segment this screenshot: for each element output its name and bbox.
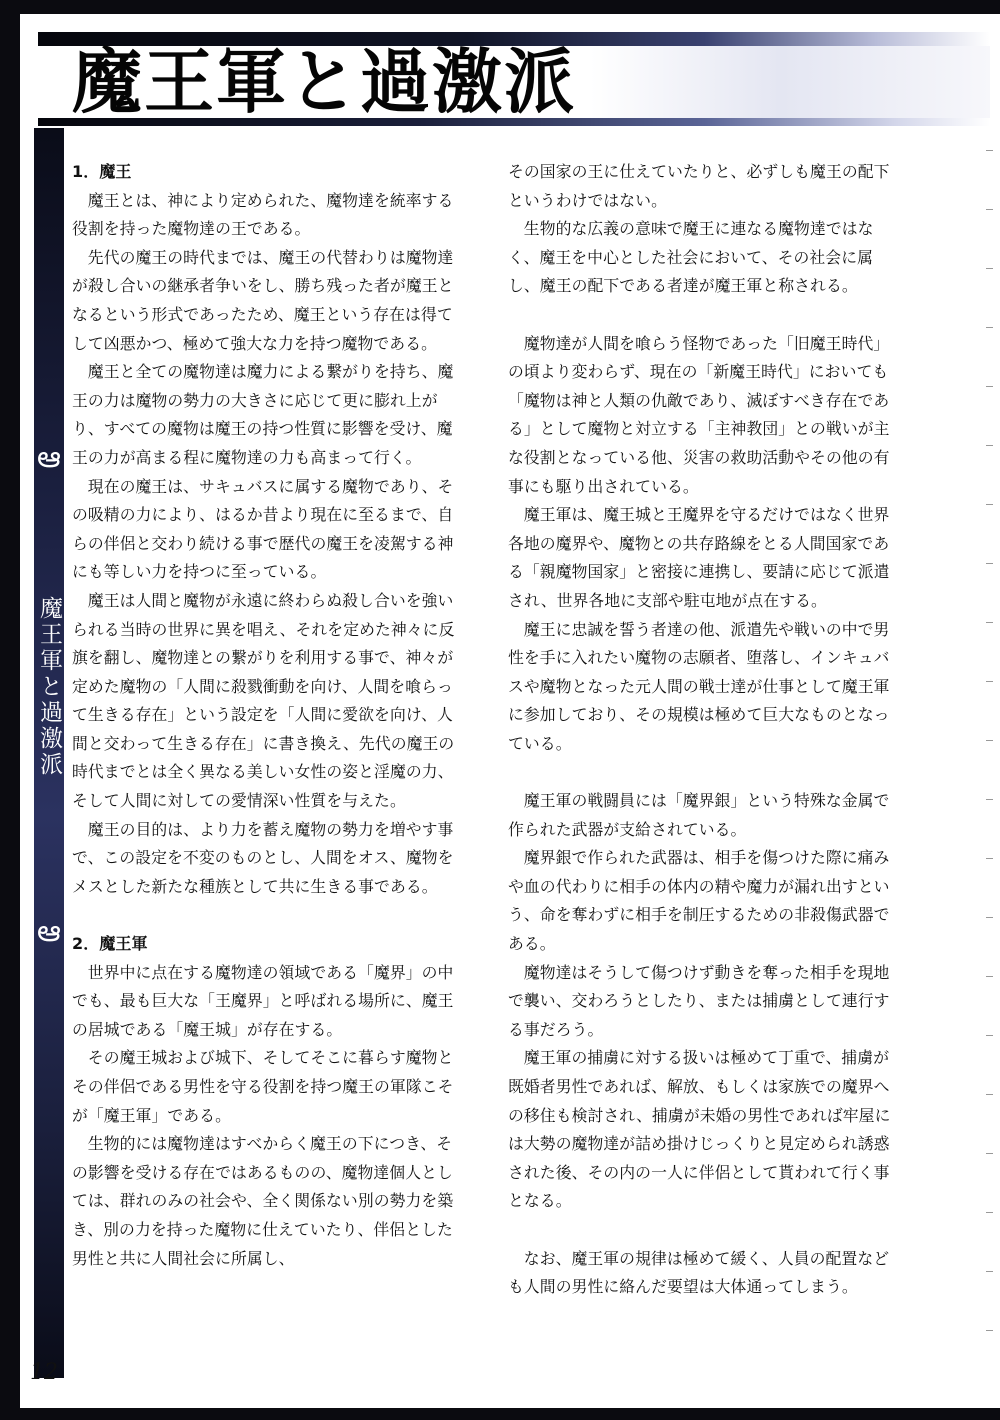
paragraph: 生物的な広義の意味で魔王に連なる魔物達ではなく、魔王を中心とした社会において、その社会に属し、魔王の配下である者達が魔王軍と称される。 — [508, 219, 874, 296]
margin-tick — [986, 622, 993, 623]
scan-edge-bottom — [0, 1408, 1000, 1420]
margin-tick — [986, 1330, 993, 1331]
left-column — [72, 158, 467, 1273]
paragraph-gap — [72, 901, 467, 930]
side-tab-label: 魔王軍と過激派 — [36, 596, 62, 778]
page-number: 12 — [30, 1360, 58, 1385]
margin-tick — [986, 445, 993, 446]
paragraph: 魔王軍の捕虜に対する扱いは極めて丁重で、捕虜が既婚者男性であれば、解放、もしくは家族での魔界への移住も検討され、捕虜が未婚の男性であれば牢屋には大勢の魔物達が詰め掛けじっくりと見定められ誘惑された後、その内の一人に伴侶として貰われて行く事となる。 — [508, 1048, 891, 1211]
paragraph: 現在の魔王は、サキュバスに属する魔物であり、その吸精の力により、はるか昔より現在に至るまで、自らの伴侶と交わり続ける事で歴代の魔王を凌駕する神にも等しい力を持つに至っている。 — [72, 476, 454, 582]
margin-tick — [986, 799, 993, 800]
paragraph: 魔王とは、神により定められた、魔物達を統率する役割を持った魔物達の王である。 — [72, 190, 454, 239]
ornament-top-icon: ఆ — [37, 440, 61, 475]
margin-tick — [986, 268, 993, 269]
margin-tick — [986, 563, 993, 564]
paragraph: 魔界銀で作られた武器は、相手を傷つけた際に痛みや血の代わりに相手の体内の精や魔力が漏れ出すという、命を奪わずに相手を制圧するための非殺傷武器である。 — [508, 848, 890, 954]
paragraph-gap — [508, 301, 903, 330]
paragraph: 世界中に点在する魔物達の領域である「魔界」の中でも、最も巨大な「王魔界」と呼ばれる場所に、魔王の居城である「魔王城」が存在する。 — [72, 962, 454, 1039]
paragraph: その国家の王に仕えていたりと、必ずしも魔王の配下というわけではない。 — [508, 162, 890, 210]
margin-tick — [986, 740, 993, 741]
margin-tick — [986, 681, 993, 682]
paragraph: 魔王の目的は、より力を蓄え魔物の勢力を増やす事で、この設定を不変のものとし、人間をオス、魔物をメスとした新たな種族として共に生きる事である。 — [72, 819, 454, 896]
scan-edge-left — [0, 0, 20, 1420]
margin-tick — [986, 150, 993, 151]
scan-edge-top — [0, 0, 1000, 14]
paragraph: その魔王城および城下、そしてそこに暮らす魔物とその伴侶である男性を守る役割を持つ魔王の軍隊こそが「魔王軍」である。 — [72, 1048, 454, 1125]
margin-tick — [986, 858, 993, 859]
page-title: 魔王軍と過激派 — [72, 41, 576, 123]
margin-tick — [986, 1035, 993, 1036]
margin-tick — [986, 1094, 993, 1095]
paragraph: 先代の魔王の時代までは、魔王の代替わりは魔物達が殺し合いの継承者争いをし、勝ち残った者が魔王となるという形式であったため、魔王という存在は得てして凶悪かつ、極めて強大な力を持つ魔物である。 — [72, 247, 454, 353]
margin-tick — [986, 327, 993, 328]
section-heading: 2．魔王軍 — [72, 934, 148, 954]
paragraph: 魔王と全ての魔物達は魔力による繋がりを持ち、魔王の力は魔物の勢力の大きさに応じて更に膨れ上がり、すべての魔物は魔王の持つ性質に影響を受け、魔王の力が高まる程に魔物達の力も高まって行く。 — [72, 362, 454, 467]
right-column — [508, 158, 903, 1302]
ornament-bottom-icon: ఆ — [37, 914, 61, 949]
paragraph: 魔物達が人間を喰らう怪物であった「旧魔王時代」の頃より変わらず、現在の「新魔王時代」においても「魔物は神と人類の仇敵であり、滅ぼすべき存在である」として魔物と対立する「主神教団」との戦いが主な役割となっている他、災害の救助活動やその他の有事にも駆り出されている。 — [508, 333, 890, 496]
margin-tick — [986, 1212, 993, 1213]
margin-tick — [986, 1271, 993, 1272]
margin-tick — [986, 209, 993, 210]
paragraph: 魔王軍の戦闘員には「魔界銀」という特殊な金属で作られた武器が支給されている。 — [508, 791, 890, 839]
section-heading: 1．魔王 — [72, 162, 132, 181]
margin-tick — [986, 504, 993, 505]
paragraph: 生物的には魔物達はすべからく魔王の下につき、その影響を受ける存在ではあるものの、魔物達個人としては、群れのみの社会や、全く関係ない別の勢力を築き、別の力を持った魔物に仕えていたり、伴侶とした男性と共に人間社会に所属し、 — [72, 1134, 454, 1268]
margin-tick — [986, 1153, 993, 1154]
paragraph: 魔王に忠誠を誓う者達の他、派遣先や戦いの中で男性を手に入れたい魔物の志願者、堕落し、インキュバスや魔物となった元人間の戦士達が仕事として魔王軍に参加しており、その規模は極めて巨大なものとなっている。 — [508, 619, 890, 753]
margin-tick — [986, 917, 993, 918]
margin-ticks — [986, 150, 996, 1390]
paragraph: 魔王軍は、魔王城と王魔界を守るだけではなく世界各地の魔界や、魔物との共存路線をとる人間国家である「親魔物国家」と密接に連携し、要請に応じて派遣され、世界各地に支部や駐屯地が点在する。 — [508, 505, 890, 610]
paragraph: 魔物達はそうして傷つけず動きを奪った相手を現地で襲い、交わろうとしたり、または捕虜として連行する事だろう。 — [508, 962, 890, 1039]
paragraph: なお、魔王軍の規律は極めて緩く、人員の配置なども人間の男性に絡んだ要望は大体通ってしまう。 — [508, 1248, 890, 1297]
paragraph-gap — [508, 1216, 903, 1245]
margin-tick — [986, 386, 993, 387]
margin-tick — [986, 976, 993, 977]
paragraph-gap — [508, 758, 903, 787]
paragraph: 魔王は人間と魔物が永遠に終わらぬ殺し合いを強いられる当時の世界に異を唱え、それを定めた神々に反旗を翻し、魔物達との繋がりを利用する事で、神々が定めた魔物の「人間に殺戮衝動を向け、人間を喰らって生きる存在」という設定を「人間に愛欲を向け、人間と交わって生きる存在」に書き換え、先代の魔王の時代までとは全く異なる美しい女性の姿と淫魔の力、そして人間に対しての愛情深い性質を与えた。 — [72, 590, 455, 811]
